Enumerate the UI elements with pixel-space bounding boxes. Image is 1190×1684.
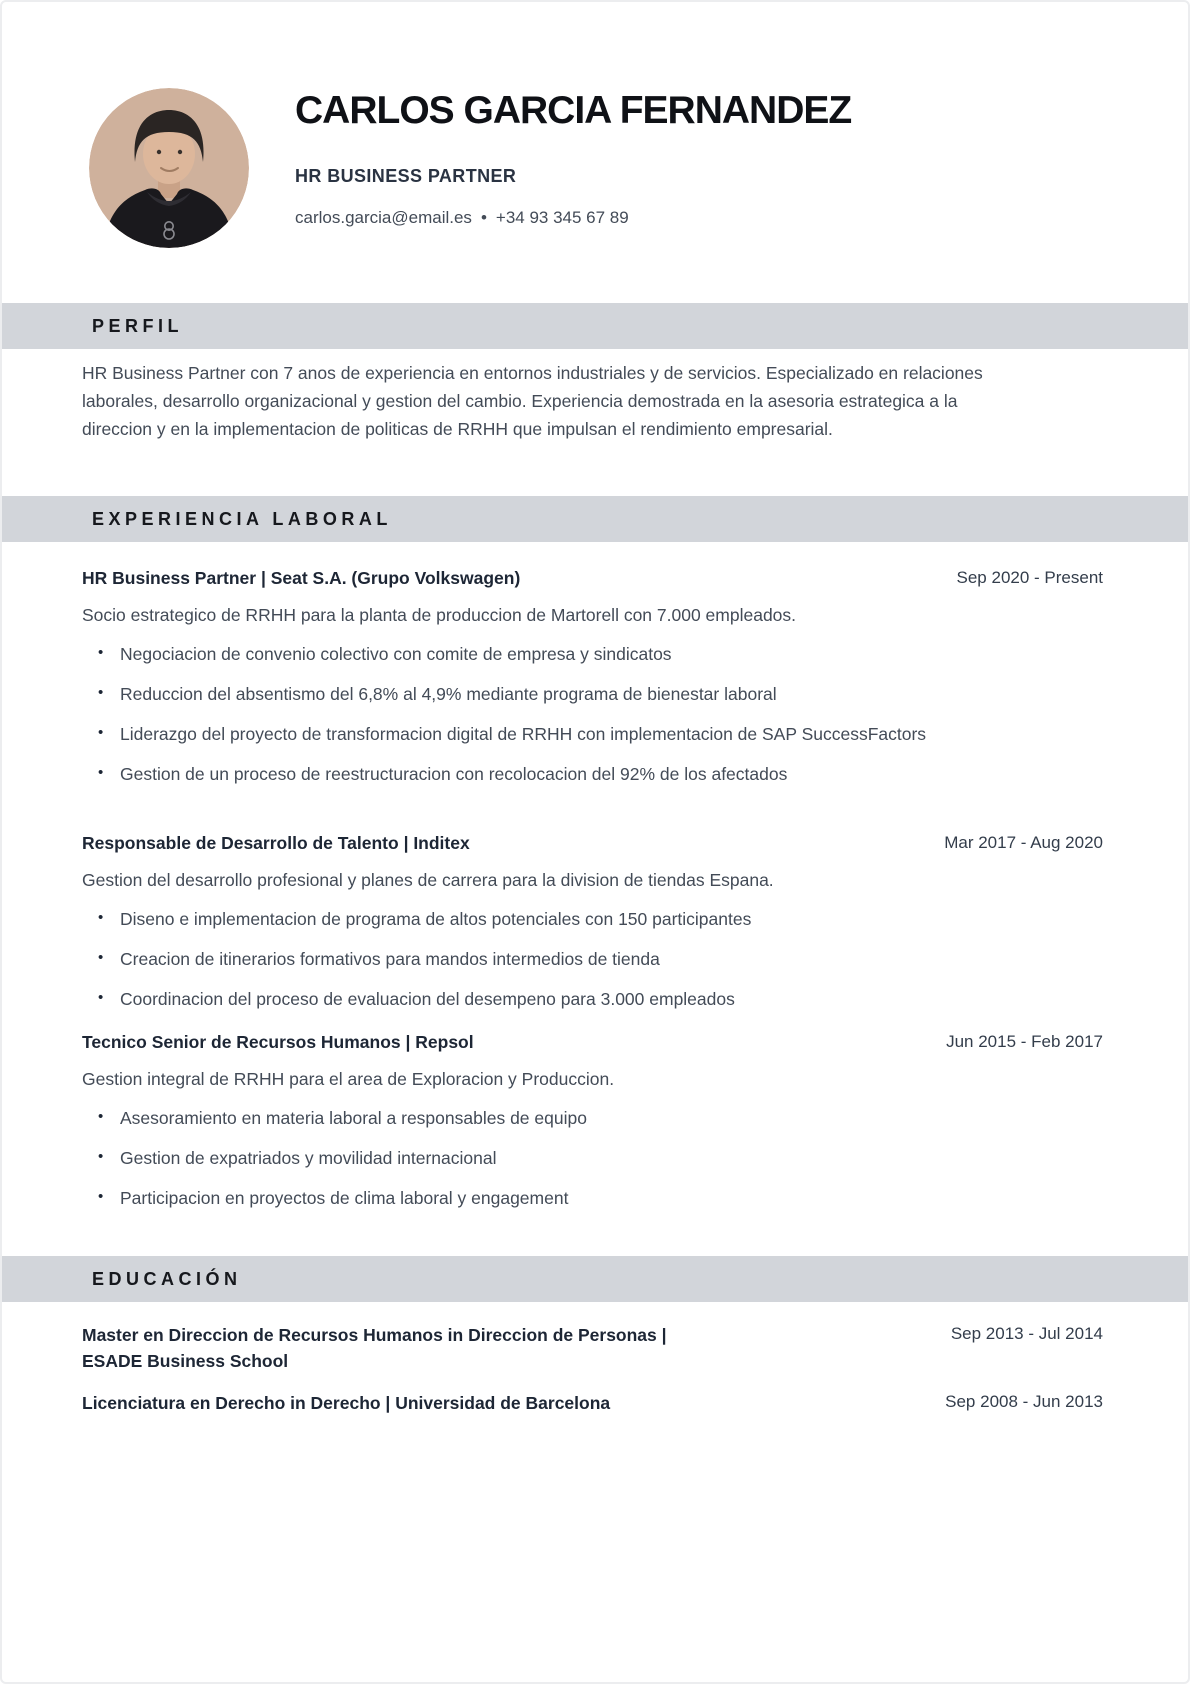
job-bullet-list <box>82 642 1103 786</box>
job-entry-title: HR Business Partner | Seat S.A. (Grupo Volkswagen) <box>82 568 521 588</box>
job-bullet-list <box>82 1106 1103 1210</box>
education-entry-title: Master en Direccion de Recursos Humanos in Direccion de Personas | ESADE Business School <box>82 1325 667 1371</box>
job-entry-dates: Mar 2017 - Aug 2020 <box>944 833 1103 852</box>
bullet-item: • Liderazgo del proyecto de transformacion digital de RRHH con implementacion de SAP SuccessFactors <box>82 722 1103 746</box>
header <box>2 2 1188 248</box>
job-title-row <box>82 1030 1103 1054</box>
header-text <box>295 88 851 230</box>
bullet-item: • Creacion de itinerarios formativos para mandos intermedios de tienda <box>82 947 1103 971</box>
avatar <box>89 88 249 248</box>
job-entry-title: Tecnico Senior de Recursos Humanos | Repsol <box>82 1032 474 1052</box>
profile-summary: HR Business Partner con 7 anos de experiencia en entornos industriales y de servicios. Especializado en relaciones laborales, desarrollo organizacional y gestion del cambio. Experiencia demostrada en la asesoria estrategica a la direccion y en la implementacion de politicas de RRHH que impulsan el rendimiento empresarial. <box>82 363 983 439</box>
job-entry-summary: Socio estrategico de RRHH para la planta de produccion de Martorell con 7.000 empleados. <box>82 605 797 625</box>
education-entry-dates: Sep 2013 - Jul 2014 <box>950 1324 1103 1343</box>
job-entry-title: Responsable de Desarrollo de Talento | Inditex <box>82 833 470 853</box>
section-header-educacion <box>2 1256 1188 1302</box>
job-title-headline: HR BUSINESS PARTNER <box>295 166 517 186</box>
experience-section <box>2 566 1188 1210</box>
job-entry <box>82 566 1103 786</box>
bullet-item: • Gestion de expatriados y movilidad internacional <box>82 1146 1103 1170</box>
section-label-perfil: PERFIL <box>92 315 184 336</box>
education-entry-title: Licenciatura en Derecho in Derecho | Universidad de Barcelona <box>82 1393 611 1413</box>
page-title: CARLOS GARCIA FERNANDEZ <box>295 89 852 132</box>
bullet-item: • Gestion de un proceso de reestructuracion con recolocacion del 92% de los afectados <box>82 762 1103 786</box>
job-entry-dates: Jun 2015 - Feb 2017 <box>946 1032 1103 1051</box>
bullet-item: • Asesoramiento en materia laboral a responsables de equipo <box>82 1106 1103 1130</box>
section-header-experiencia <box>2 496 1188 542</box>
job-title-row <box>82 831 1103 855</box>
bullet-item: • Negociacion de convenio colectivo con comite de empresa y sindicatos <box>82 642 1103 666</box>
job-title-row <box>82 566 1103 590</box>
bullet-item: • Diseno e implementacion de programa de altos potenciales con 150 participantes <box>82 907 1103 931</box>
section-label-educacion: EDUCACIÓN <box>92 1268 242 1289</box>
bullet-item: • Reduccion del absentismo del 6,8% al 4,9% mediante programa de bienestar laboral <box>82 682 1103 706</box>
job-entry <box>82 831 1103 1011</box>
phone-text: +34 93 345 67 89 <box>495 208 629 227</box>
bullet-item: • Coordinacion del proceso de evaluacion del desempeno para 3.000 empleados <box>82 987 1103 1011</box>
bullet-item: • Participacion en proyectos de clima laboral y engagement <box>82 1186 1103 1210</box>
education-entry-dates: Sep 2008 - Jun 2013 <box>945 1392 1103 1411</box>
job-entry-dates: Sep 2020 - Present <box>956 568 1103 587</box>
job-entry <box>82 1030 1103 1210</box>
section-header-perfil <box>2 303 1188 349</box>
section-label-experiencia: EXPERIENCIA LABORAL <box>92 508 392 529</box>
contact-separator: • <box>480 208 487 227</box>
contact-line <box>295 206 851 230</box>
education-entry <box>82 1390 1103 1416</box>
job-bullet-list <box>82 907 1103 1011</box>
email-text: carlos.garcia@email.es <box>295 208 472 227</box>
profile-photo-illustration <box>89 88 249 248</box>
education-entry <box>82 1322 1103 1374</box>
job-entry-summary: Gestion integral de RRHH para el area de Exploracion y Produccion. <box>82 1069 615 1089</box>
education-section <box>2 1322 1188 1416</box>
job-entry-summary: Gestion del desarrollo profesional y planes de carrera para la division de tiendas Espana. <box>82 870 774 890</box>
